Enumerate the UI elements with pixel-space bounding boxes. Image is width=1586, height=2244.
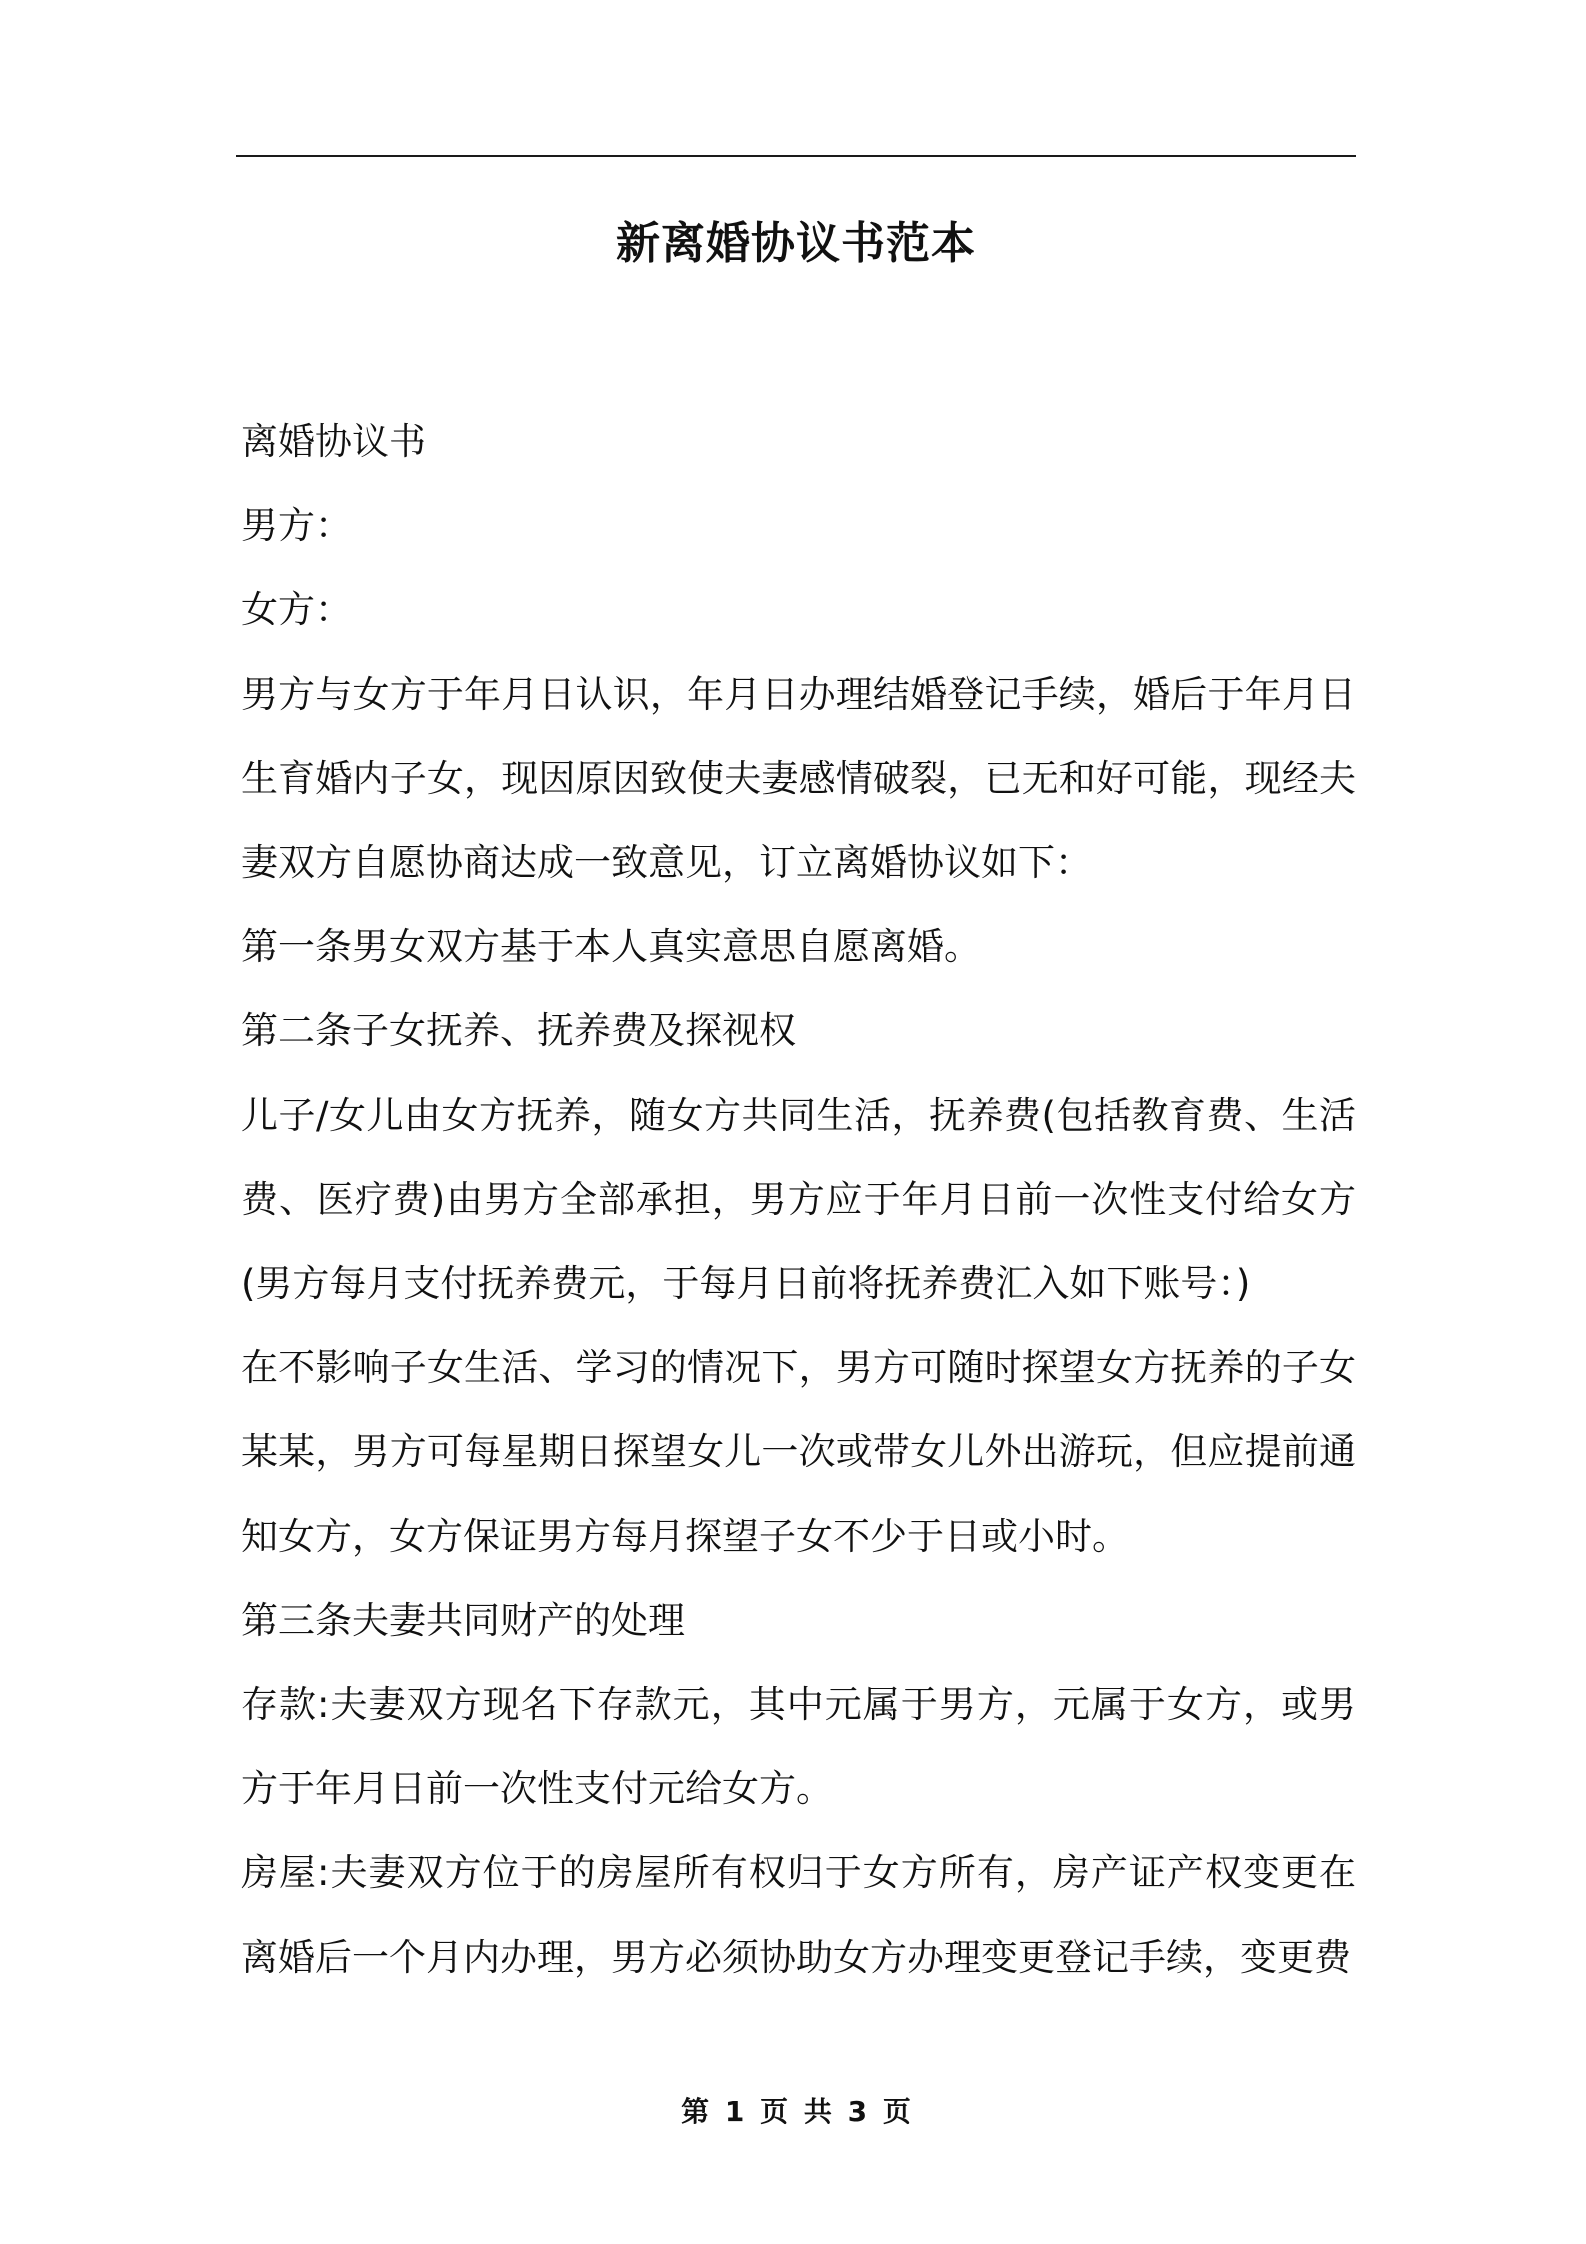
page-number-footer: 第 1 页 共 3 页 — [681, 2095, 911, 2128]
header-rule — [236, 155, 1356, 157]
paragraph-visitation: 在不影响子女生活、学习的情况下，男方可随时探望女方抚养的子女某某，男方可每星期日探望女儿一次或带女儿外出游玩，但应提前通知女方，女方保证男方每月探望子女不少于日或小时。 — [241, 1346, 1356, 1558]
paragraph-male-party: 男方： — [241, 504, 352, 548]
document-title: 新离婚协议书范本 — [616, 218, 976, 269]
paragraph-heading: 离婚协议书 — [241, 420, 426, 463]
paragraph-deposits: 存款:夫妻双方现名下存款元，其中元属于男方，元属于女方，或男方于年月日前一次性支付元给女方。 — [241, 1683, 1356, 1811]
paragraph-female-party: 女方： — [241, 588, 352, 632]
paragraph-preamble: 男方与女方于年月日认识，年月日办理结婚登记手续，婚后于年月日生育婚内子女，现因原因致使夫妻感情破裂，已无和好可能，现经夫妻双方自愿协商达成一致意见，订立离婚协议如下： — [241, 672, 1356, 885]
paragraph-article-2-heading: 第二条子女抚养、抚养费及探视权 — [241, 1009, 796, 1053]
paragraph-article-3-heading: 第三条夫妻共同财产的处理 — [241, 1598, 685, 1642]
document-body — [241, 400, 1356, 2000]
paragraph-house: 房屋:夫妻双方位于的房屋所有权归于女方所有，房产证产权变更在离婚后一个月内办理，男方必须协助女方办理变更登记手续，变更费 — [241, 1851, 1356, 1979]
paragraph-article-1: 第一条男女双方基于本人真实意思自愿离婚。 — [241, 925, 981, 969]
paragraph-child-support: 儿子/女儿由女方抚养，随女方共同生活，抚养费(包括教育费、生活费、医疗费)由男方全部承担，男方应于年月日前一次性支付给女方(男方每月支付抚养费元，于每月日前将抚养费汇入如下账号：) — [241, 1093, 1356, 1306]
